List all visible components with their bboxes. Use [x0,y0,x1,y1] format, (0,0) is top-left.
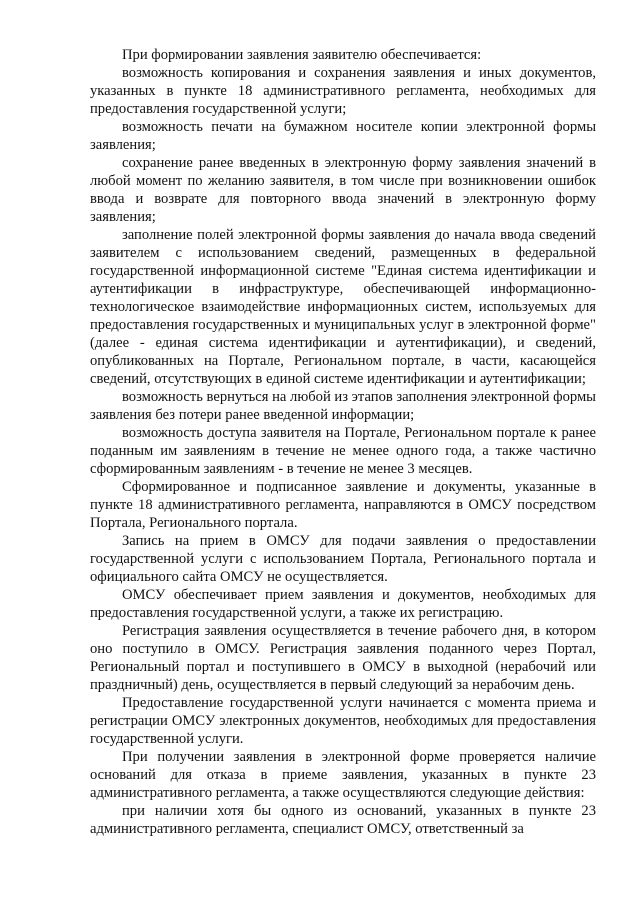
paragraph: возможность копирования и сохранения заявления и иных документов, указанных в пункте 18 административного регламента, необходимых для предоставления государственной услуги; [90,65,596,117]
paragraph: Регистрация заявления осуществляется в течение рабочего дня, в котором оно поступило в ОМСУ. Регистрация заявления поданного через Портал, Региональный портал и поступившего в ОМСУ в выходной (нерабочий или праздничный) день, осуществляется в первый следующий за нерабочим день. [90,623,596,693]
paragraph: возможность печати на бумажном носителе копии электронной формы заявления; [90,119,596,153]
paragraph: При формировании заявления заявителю обеспечивается: [122,47,482,63]
paragraph: ОМСУ обеспечивает прием заявления и документов, необходимых для предоставления государственной услуги, а также их регистрацию. [90,587,596,621]
paragraph: заполнение полей электронной формы заявления до начала ввода сведений заявителем с использованием сведений, размещенных в федеральной государственной информационной системе "Единая система идентификации и аутентификации в инфраструктуре, обеспечивающей информационно-технологическое взаимодействие информационных систем, используемых для предоставления государственных и муниципальных услуг в электронной форме" (далее - единая система идентификации и аутентификации), и сведений, опубликованных на Портале, Региональном портале, в части, касающейся сведений, отсутствующих в единой системе идентификации и аутентификации; [90,227,596,387]
paragraph: при наличии хотя бы одного из оснований, указанных в пункте 23 административного регламента, специалист ОМСУ, ответственный за [90,803,596,837]
paragraph: Сформированное и подписанное заявление и документы, указанные в пункте 18 административного регламента, направляются в ОМСУ посредством Портала, Регионального портала. [90,479,596,531]
paragraph: возможность доступа заявителя на Портале, Региональном портале к ранее поданным им заявлениям в течение не менее одного года, а также частично сформированным заявлениям - в течение не менее 3 месяцев. [90,425,596,477]
paragraph: возможность вернуться на любой из этапов заполнения электронной формы заявления без потери ранее введенной информации; [90,389,596,423]
paragraph: Запись на прием в ОМСУ для подачи заявления о предоставлении государственной услуги с использованием Портала, Регионального портала и официального сайта ОМСУ не осуществляется. [90,533,596,585]
paragraph: сохранение ранее введенных в электронную форму заявления значений в любой момент по желанию заявителя, в том числе при возникновении ошибок ввода и возврате для повторного ввода значений в электронную форму заявления; [90,155,596,225]
paragraph: При получении заявления в электронной форме проверяется наличие оснований для отказа в приеме заявления, указанных в пункте 23 административного регламента, а также осуществляются следующие действия: [90,749,596,801]
document-body [90,46,596,838]
paragraph: Предоставление государственной услуги начинается с момента приема и регистрации ОМСУ электронных документов, необходимых для предоставления государственной услуги. [90,695,596,747]
